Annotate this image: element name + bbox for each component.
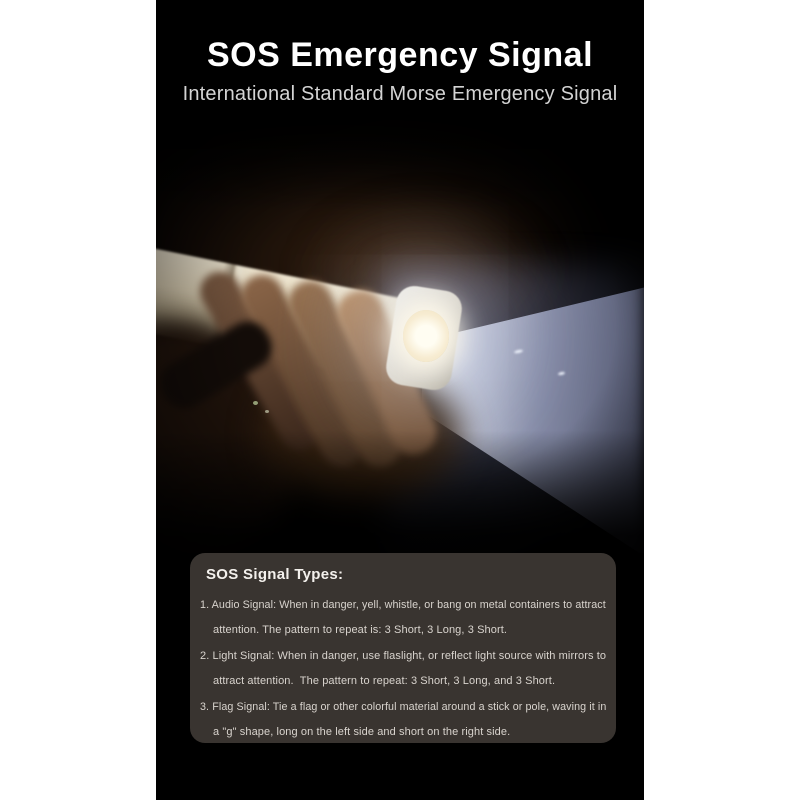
product-image [156,0,644,800]
signal-type-list [200,593,606,743]
list-item-3-line-2: a "g" shape, long on the left side and short on the right side. [213,725,511,738]
list-item-1-line-2: attention. The pattern to repeat is: 3 Short, 3 Long, 3 Short. [213,624,508,637]
list-item-2-line-2: attract attention. The pattern to repeat: 3 Short, 3 Long, and 3 Short. [213,675,556,688]
flashlight-photo [156,115,644,553]
page-subtitle: International Standard Morse Emergency Signal [182,83,618,106]
list-item-3-line-1: 3. Flag Signal: Tie a flag or other colorful material around a stick or pole, waving it in [200,700,607,713]
photo-vignette [156,115,644,553]
list-item-1-line-1: 1. Audio Signal: When in danger, yell, whistle, or bang on metal containers to attract [200,599,606,611]
info-panel [190,553,616,743]
page-title: SOS Emergency Signal [206,36,594,74]
header [156,0,644,106]
list-item-2-line-1: 2. Light Signal: When in danger, use flaslight, or reflect light source with mirrors to [200,649,607,662]
panel-heading: SOS Signal Types: [206,566,344,583]
